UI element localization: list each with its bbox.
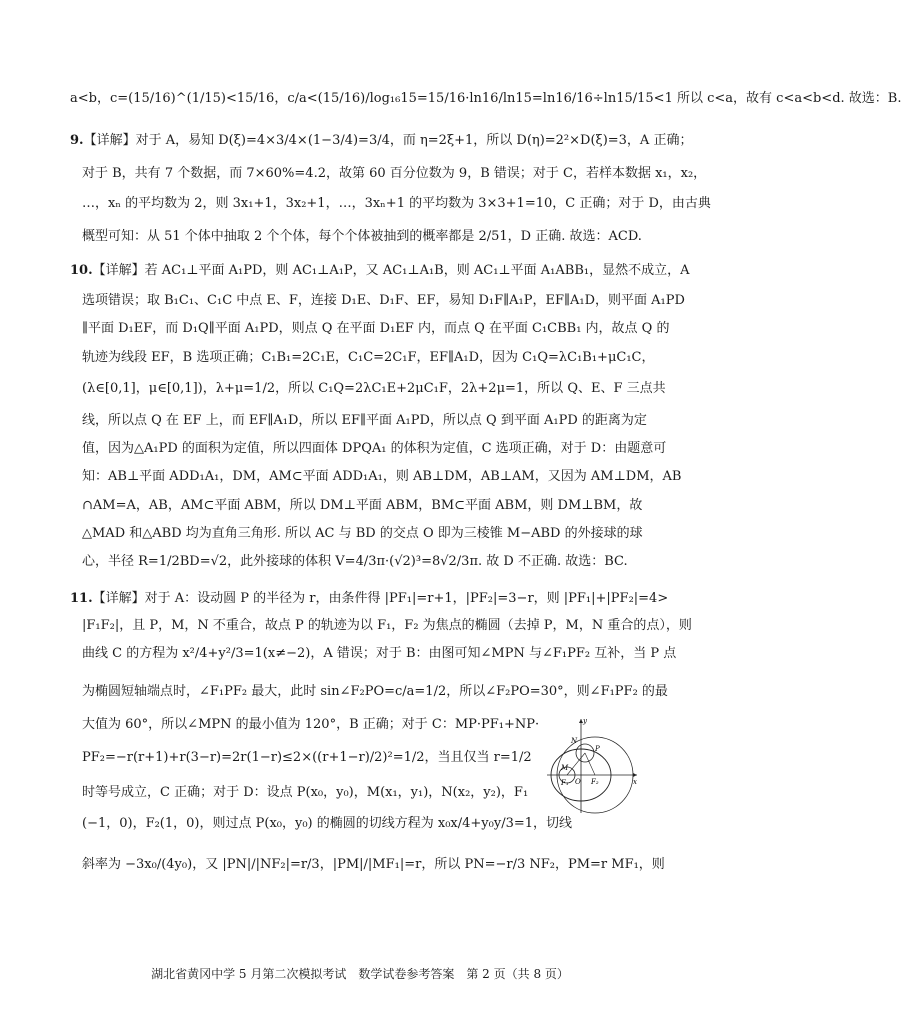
text-line: 轨迹为线段 EF，B 选项正确；C₁B₁=2C₁E，C₁C=2C₁F，EF∥A₁D，因为 C₁Q=λC₁B₁+μC₁C， bbox=[82, 350, 655, 365]
text-line: |F₁F₂|，且 P，M，N 不重合，故点 P 的轨迹为以 F₁，F₂ 为焦点的椭圆（去掉 P，M，N 重合的点），则 bbox=[82, 618, 692, 633]
label-m: M bbox=[561, 764, 569, 772]
text-line: 心，半径 R=1/2BD=√2，此外接球的体积 V=4/3π·(√2)³=8√2/3π. 故 D 不正确. 故选：BC. bbox=[82, 554, 628, 569]
text-line: 10.【详解】若 AC₁⊥平面 A₁PD，则 AC₁⊥A₁P，又 AC₁⊥A₁B，则 AC₁⊥平面 A₁ABB₁，显然不成立，A bbox=[70, 263, 690, 278]
text-line: 斜率为 −3x₀/(4y₀)，又 |PN|/|NF₂|=r/3，|PM|/|MF₁|=r，所以 PN=−r/3 NF₂，PM=r MF₁，则 bbox=[82, 857, 665, 872]
text-line: a<b，c=(15/16)^(1/15)<15/16，c/a<(15/16)/log₁₆15=15/16·ln16/ln15=ln16/16÷ln15/15<1 所以 c<a，故有 c<a<b<d. 故选：B. bbox=[70, 91, 901, 106]
label-f1: F₁ bbox=[561, 779, 569, 787]
page-footer: 湖北省黄冈中学 5 月第二次模拟考试 数学试卷参考答案 第 2 页（共 8 页） bbox=[151, 967, 569, 981]
text-line: 为椭圆短轴端点时，∠F₁PF₂ 最大，此时 sin∠F₂PO=c/a=1/2，所以∠F₂PO=30°，则∠F₁PF₂ 的最 bbox=[82, 684, 668, 699]
ellipse-figure bbox=[545, 715, 640, 815]
x-axis-arrow bbox=[633, 773, 637, 777]
label-x: x bbox=[633, 778, 637, 786]
question-number: 11. bbox=[70, 591, 93, 606]
text-line: 时等号成立，C 正确；对于 D：设点 P(x₀，y₀)，M(x₁，y₁)，N(x₂，y₂)，F₁ bbox=[82, 785, 529, 800]
text-line: (λ∈[0,1]，μ∈[0,1])，λ+μ=1/2，所以 C₁Q=2λC₁E+2μC₁F，2λ+2μ=1，所以 Q、E、F 三点共 bbox=[82, 381, 666, 396]
label-y: y bbox=[583, 717, 587, 725]
text-line: ∥平面 D₁EF，而 D₁Q∥平面 A₁PD，则点 Q 在平面 D₁EF 内，而点 Q 在平面 C₁CBB₁ 内，故点 Q 的 bbox=[82, 321, 670, 336]
label-o: O bbox=[575, 778, 581, 786]
text-line: …，xₙ 的平均数为 2，则 3x₁+1，3x₂+1，…，3xₙ+1 的平均数为 3×3+1=10，C 正确；对于 D，由古典 bbox=[82, 196, 711, 211]
text-line: 概型可知：从 51 个体中抽取 2 个个体，每个个体被抽到的概率都是 2/51，D 正确. 故选：ACD. bbox=[82, 229, 642, 244]
text-line: 9.【详解】对于 A，易知 D(ξ)=4×3/4×(1−3/4)=3/4，而 η=2ξ+1，所以 D(η)=2²×D(ξ)=3，A 正确； bbox=[70, 133, 693, 148]
text-line: (−1，0)，F₂(1，0)，则过点 P(x₀，y₀) 的椭圆的切线方程为 x₀x/4+y₀y/3=1，切线 bbox=[82, 816, 573, 831]
text-line: 大值为 60°，所以∠MPN 的最小值为 120°，B 正确；对于 C：MP·PF₁+NP· bbox=[82, 717, 540, 732]
label-f2: F₂ bbox=[591, 778, 599, 786]
label-p: P bbox=[595, 745, 600, 753]
label-n: N bbox=[571, 737, 578, 745]
text-line: 11.【详解】对于 A：设动圆 P 的半径为 r，由条件得 |PF₁|=r+1，|PF₂|=3−r，则 |PF₁|+|PF₂|=4> bbox=[70, 591, 669, 606]
question-number: 9. bbox=[70, 133, 84, 148]
text-line: 值，因为△A₁PD 的面积为定值，所以四面体 DPQA₁ 的体积为定值，C 选项正确，对于 D：由题意可 bbox=[82, 441, 667, 456]
text-line: 线，所以点 Q 在 EF 上，而 EF∥A₁D，所以 EF∥平面 A₁PD，所以点 Q 到平面 A₁PD 的距离为定 bbox=[82, 413, 647, 428]
text-line: 选项错误；取 B₁C₁、C₁C 中点 E、F，连接 D₁E、D₁F、EF，易知 D₁F∥A₁P，EF∥A₁D，则平面 A₁PD bbox=[82, 293, 685, 308]
text-line: 对于 B，共有 7 个数据，而 7×60%=4.2，故第 60 百分位数为 9，B 错误；对于 C，若样本数据 x₁，x₂， bbox=[82, 166, 707, 181]
text-line: ∩AM=A，AB，AM⊂平面 ABM，所以 DM⊥平面 ABM，BM⊂平面 ABM，则 DM⊥BM，故 bbox=[82, 498, 643, 513]
text-line: PF₂=−r(r+1)+r(3−r)=2r(1−r)≤2×((r+1−r)/2)²=1/2，当且仅当 r=1/2 bbox=[82, 750, 532, 765]
text-line: 曲线 C 的方程为 x²/4+y²/3=1(x≠−2)，A 错误；对于 B：由图可知∠MPN 与∠F₁PF₂ 互补，当 P 点 bbox=[82, 646, 677, 661]
text-line: 知：AB⊥平面 ADD₁A₁，DM，AM⊂平面 ADD₁A₁，则 AB⊥DM，AB⊥AM，又因为 AM⊥DM，AB bbox=[82, 469, 682, 484]
text-line: △MAD 和△ABD 均为直角三角形. 所以 AC 与 BD 的交点 O 即为三棱锥 M−ABD 的外接球的球 bbox=[82, 526, 643, 541]
question-number: 10. bbox=[70, 263, 93, 278]
segment-f1p bbox=[567, 753, 585, 775]
